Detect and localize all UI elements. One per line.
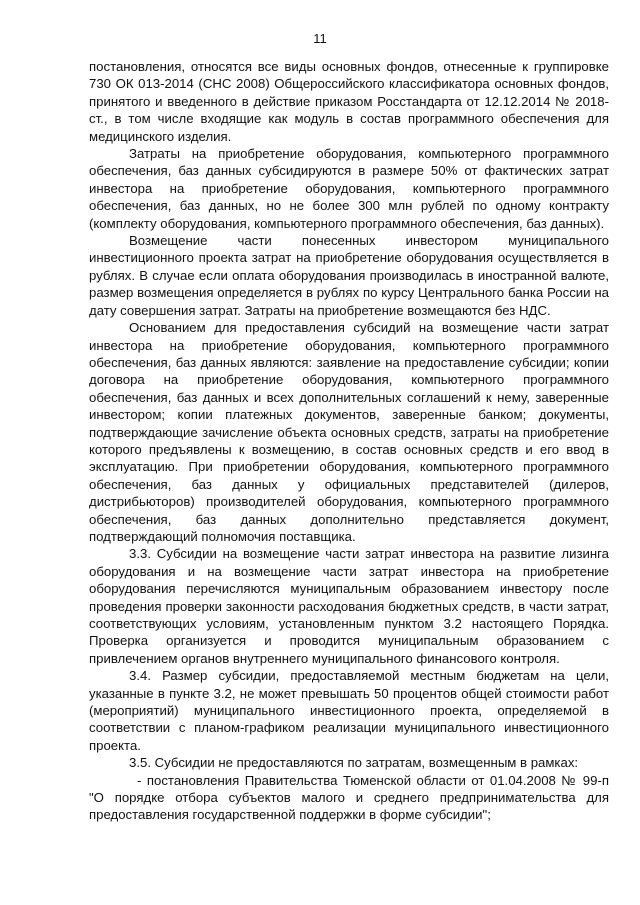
paragraph-section-3-3: 3.3. Субсидии на возмещение части затрат инвестора на развитие лизинга оборудования и на возмещение части затрат инвестора на приобретение оборудования перечисляются муниципальным образованием инвестору после проведения проверки законности расходования бюджетных средств, в части затрат, соответствующих условиям, установленным пунктом 3.2 настоящего Порядка. Проверка организуется и проводится муниципальным образованием с привлечением органов внутреннего муниципального финансового контроля. bbox=[89, 546, 609, 666]
paragraph-equipment-costs: Затраты на приобретение оборудования, компьютерного программного обеспечения, баз данных субсидируются в размере 50% от фактических затрат инвестора на приобретение оборудования, компьютерного программного обеспечения, баз данных, но не более 300 млн рублей по одному контракту (комплекту оборудования, компьютерного программного обеспечения, баз данных). bbox=[89, 146, 609, 231]
paragraph-continuation: постановления, относятся все виды основных фондов, отнесенные к группировке 730 ОК 013-2014 (СНС 2008) Общероссийского классификатора основных фондов, принятого и введенного в действие приказом Росстандарта от 12.12.2014 № 2018-ст., в том числе входящие как модуль в состав программного обеспечения для медицинского изделия. bbox=[89, 59, 609, 144]
paragraph-grounds-documents: Основанием для предоставления субсидий на возмещение части затрат инвестора на приобретение оборудования, компьютерного программного обеспечения, баз данных являются: заявление на предоставление субсидии; копии договора на приобретение оборудования, компьютерного программного обеспечения, баз данных и всех дополнительных соглашений к нему, заверенные инвестором; копии платежных документов, заверенные банком; документы, подтверждающие зачисление объекта основных средств, затраты на приобретение которого предъявлены к возмещению, в состав основных средств и его ввод в эксплуатацию. При приобретении оборудования, компьютерного программного обеспечения, баз данных у официальных представителей (дилеров, дистрибьюторов) производителей оборудования, компьютерного программного обеспечения, баз данных дополнительно представляется документ, подтверждающий полномочия поставщика. bbox=[89, 320, 609, 544]
page-number: 11 bbox=[313, 31, 327, 46]
paragraph-reimbursement-currency: Возмещение части понесенных инвестором муниципального инвестиционного проекта затрат на приобретение оборудования осуществляется в рублях. В случае если оплата оборудования производилась в иностранной валюте, размер возмещения определяется в рублях по курсу Центрального банка России на дату совершения затрат. Затраты на приобретение возмещаются без НДС. bbox=[89, 233, 609, 318]
paragraph-section-3-5: 3.5. Субсидии не предоставляются по затратам, возмещенным в рамках: bbox=[129, 755, 579, 771]
list-item-resolution: - постановления Правительства Тюменской области от 01.04.2008 № 99-п "О порядке отбора субъектов малого и среднего предпринимательства для предоставления государственной поддержки в форме субсидии"; bbox=[89, 772, 609, 823]
document-body bbox=[89, 58, 609, 824]
paragraph-section-3-4: 3.4. Размер субсидии, предоставляемой местным бюджетам на цели, указанные в пункте 3.2, не может превышать 50 процентов общей стоимости работ (мероприятий) муниципального инвестиционного проекта, определяемой в соответствии с планом-графиком реализации муниципального инвестиционного проекта. bbox=[89, 668, 609, 753]
